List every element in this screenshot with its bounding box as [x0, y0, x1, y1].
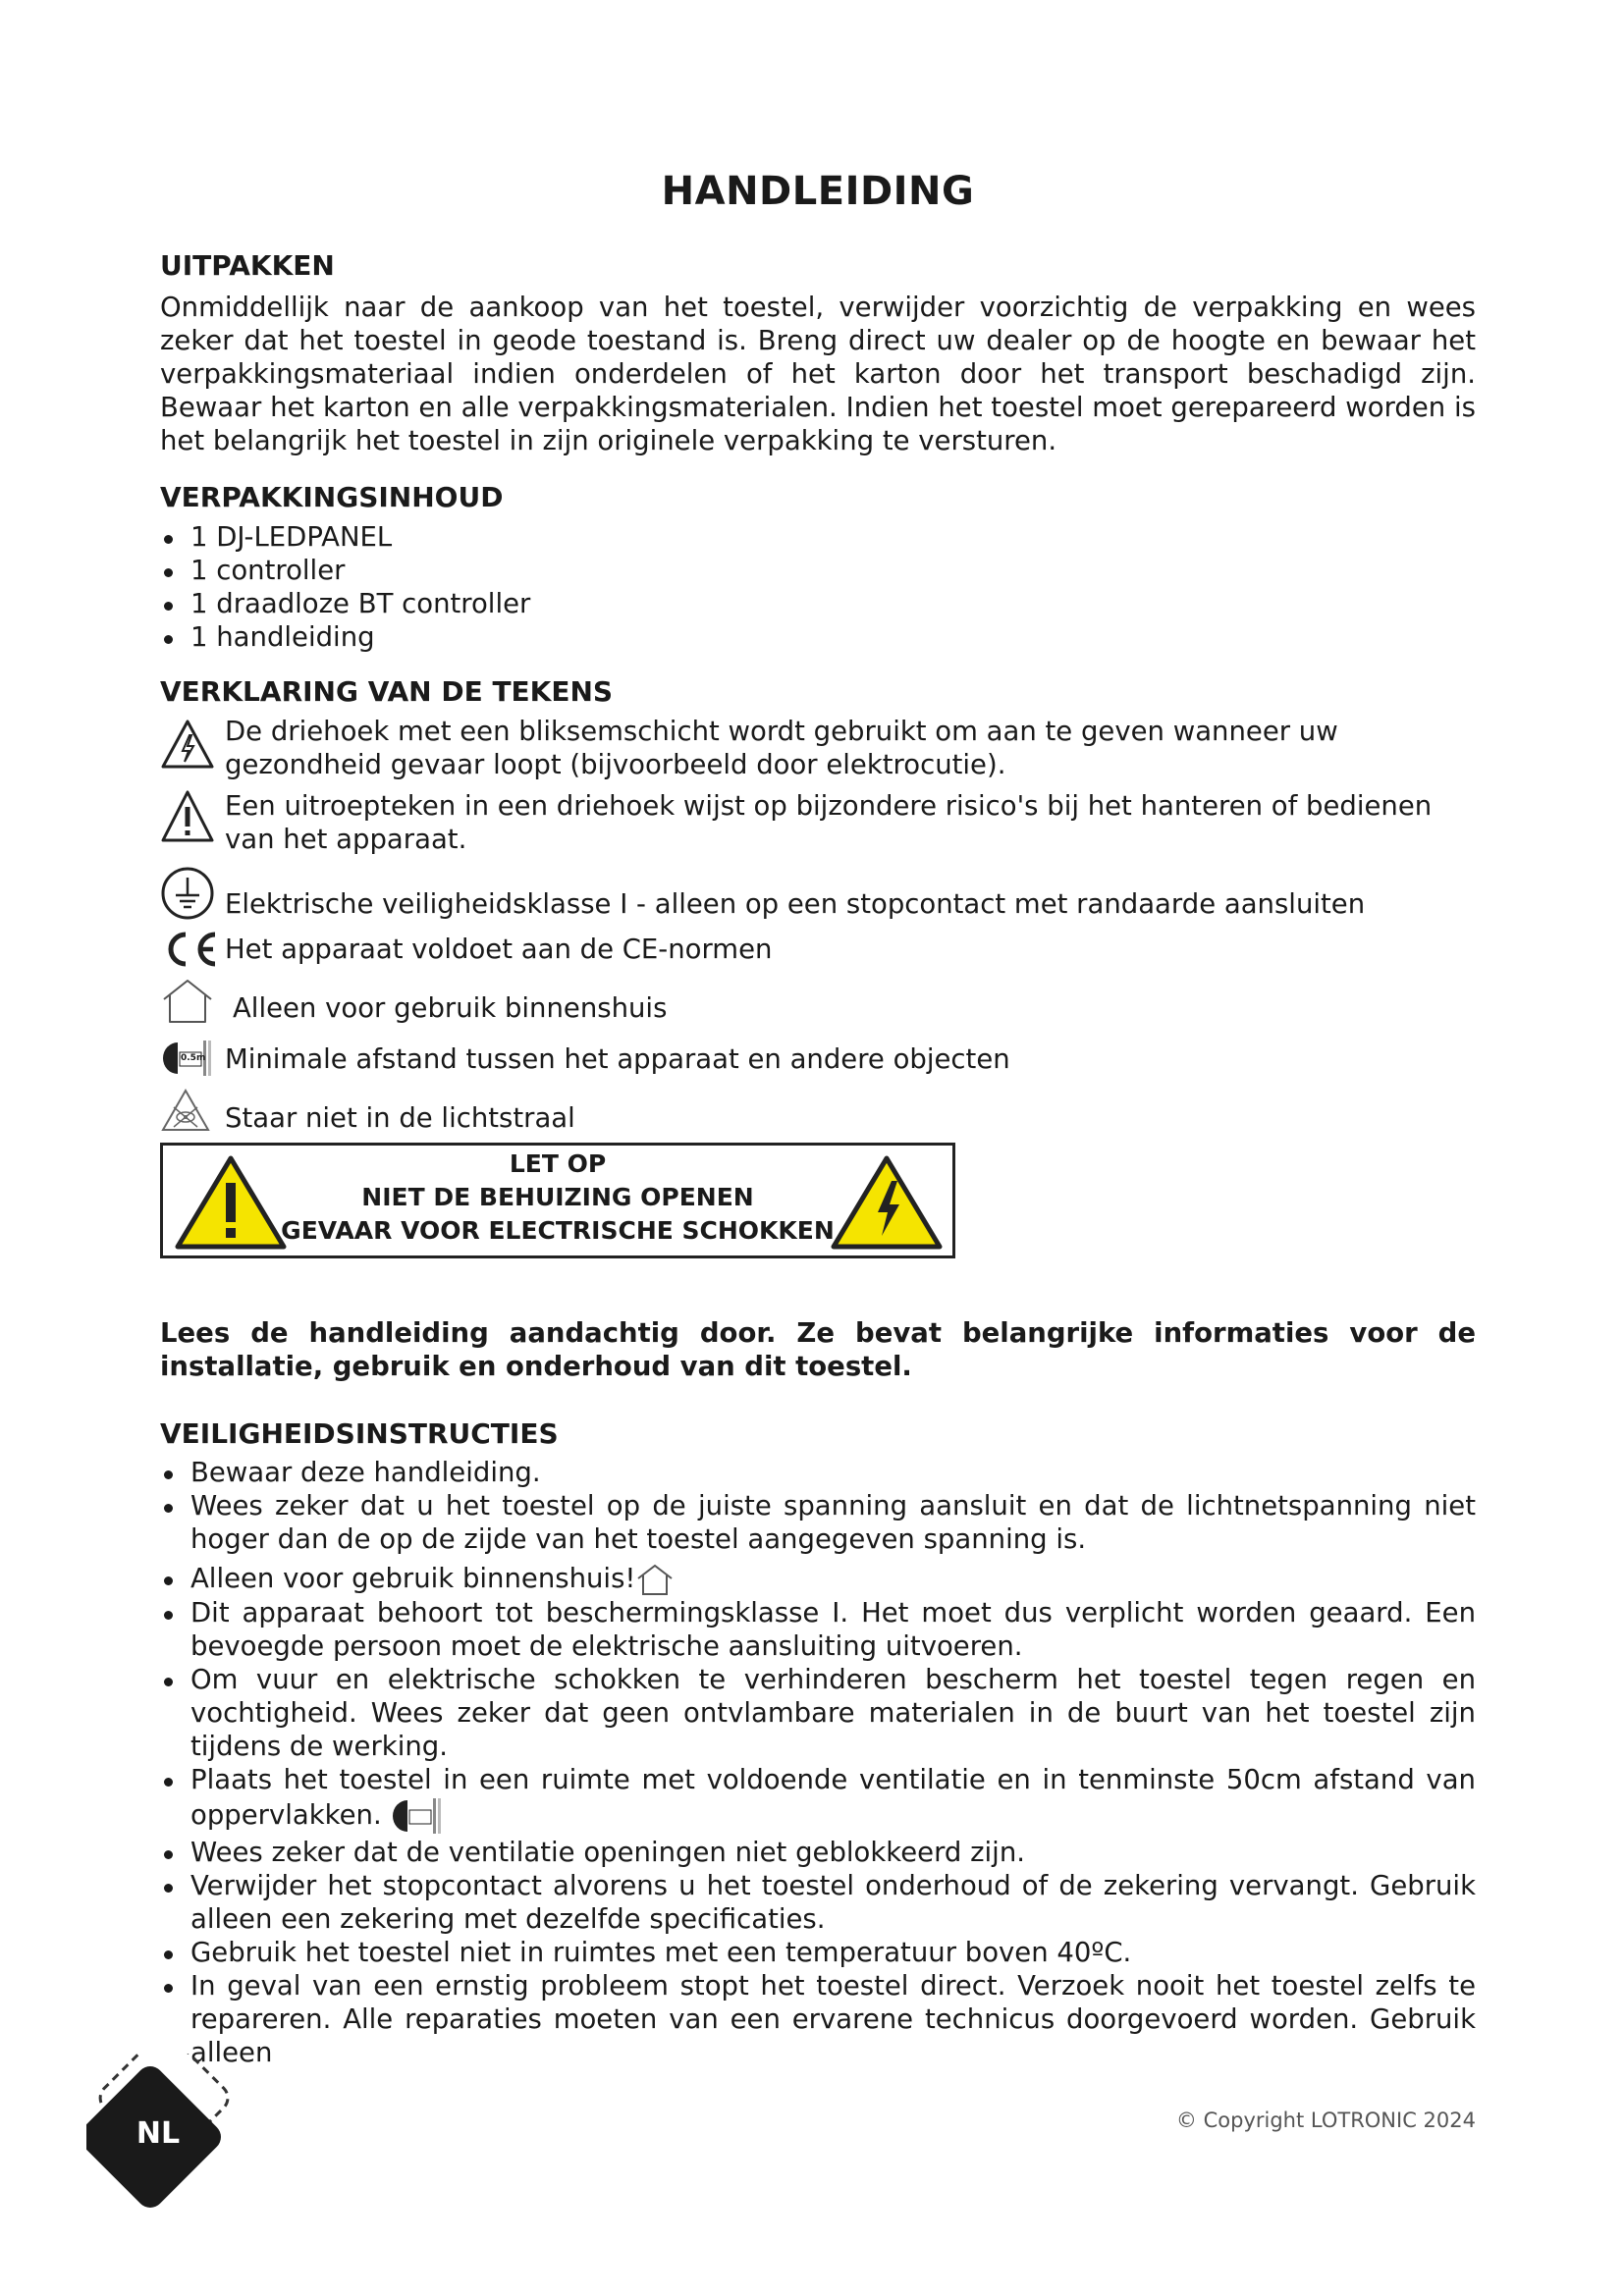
- lightning-triangle-icon: [160, 719, 215, 770]
- safety-list: [160, 1456, 1476, 2069]
- list-item: Dit apparaat behoort tot beschermingsklasse I. Het moet dus verplicht worden geaard. Een bevoegde persoon moet de elektrische aansluiting uitvoeren.: [160, 1596, 1476, 1663]
- warning-box: [160, 1143, 955, 1258]
- list-item: 1 handleiding: [160, 620, 1476, 654]
- language-code: NL: [135, 2116, 181, 2151]
- page-title: HANDLEIDING: [661, 169, 975, 214]
- symbol-text: Minimale afstand tussen het apparaat en andere objecten: [225, 1043, 1010, 1075]
- warning-line-2: NIET DE BEHUIZING OPENEN: [361, 1183, 754, 1211]
- copyright-text: © Copyright LOTRONIC 2024: [1175, 2109, 1476, 2132]
- section-heading-inhoud: VERPAKKINGSINHOUD: [160, 481, 504, 513]
- distance-icon-label: 0.5m: [181, 1053, 206, 1063]
- symbol-row-house: [160, 978, 1476, 1046]
- ce-mark-icon: [160, 931, 219, 968]
- read-manual-note: Lees de handleiding aandachtig door. Ze bevat belangrijke informaties voor de installatie, gebruik en onderhoud van dit toestel.: [160, 1317, 1476, 1382]
- distance-icon: [390, 1796, 445, 1836]
- list-item: Plaats het toestel in een ruimte met voldoende ventilatie en in tenminste 50cm afstand van oppervlakken.: [160, 1763, 1476, 1836]
- symbol-text: Elektrische veiligheidsklasse I - alleen op een stopcontact met randaarde aansluiten: [225, 888, 1366, 920]
- ground-icon: [160, 866, 215, 921]
- list-item: Wees zeker dat u het toestel op de juiste spanning aansluit en dat de lichtnetspanning niet hoger dan de op de zijde van het toestel aangegeven spanning is.: [160, 1489, 1476, 1556]
- list-item: 1 controller: [160, 554, 1476, 587]
- list-item: Wees zeker dat de ventilatie openingen niet geblokkeerd zijn.: [160, 1836, 1476, 1869]
- symbol-row-lightning: [160, 715, 1476, 783]
- house-icon: [160, 978, 215, 1025]
- list-item: Gebruik het toestel niet in ruimtes met een temperatuur boven 40ºC.: [160, 1936, 1476, 1969]
- list-item: 1 draadloze BT controller: [160, 587, 1476, 620]
- symbol-row-ground: [160, 864, 1476, 933]
- symbol-text: Alleen voor gebruik binnenshuis: [233, 992, 668, 1024]
- symbol-text: Het apparaat voldoet aan de CE-normen: [225, 934, 773, 965]
- list-item: In geval van een ernstig probleem stopt het toestel direct. Verzoek nooit het toestel zelfs te repareren. Alle reparaties moeten van een ervarene technicus doorgevoerd worden. Gebruik alleen: [160, 1969, 1476, 2069]
- house-icon: [635, 1563, 675, 1596]
- symbol-row-exclamation: [160, 789, 1476, 858]
- section-heading-veiligheid: VEILIGHEIDSINSTRUCTIES: [160, 1417, 559, 1450]
- contents-list: [160, 520, 1476, 654]
- warning-line-1: LET OP: [509, 1149, 607, 1178]
- uitpakken-text: Onmiddellijk naar de aankoop van het toestel, verwijder voorzichtig de verpakking en wees zeker dat het toestel in geode toestand is. Breng direct uw dealer op de hoogte en bewaar het verpakkingsmateriaal indien onderdelen of het karton door het transport beschadigd zijn. Bewaar het karton en alle verpakkingsmaterialen. Indien het toestel moet gerepareerd worden is het belangrijk het toestel in zijn originele verpakking te versturen.: [160, 292, 1476, 456]
- no-stare-icon: [160, 1088, 211, 1133]
- section-heading-uitpakken: UITPAKKEN: [160, 249, 335, 282]
- warning-line-3: GEVAAR VOOR ELECTRISCHE SCHOKKEN: [281, 1216, 835, 1245]
- symbol-text: Een uitroepteken in een driehoek wijst op bijzondere risico's bij het hanteren of bedienen van het apparaat.: [225, 790, 1433, 855]
- exclamation-triangle-icon: [160, 789, 215, 844]
- list-item: Alleen voor gebruik binnenshuis!: [160, 1562, 1476, 1596]
- symbol-text: Staar niet in de lichtstraal: [225, 1102, 575, 1134]
- list-item: Om vuur en elektrische schokken te verhinderen bescherm het toestel tegen regen en vochtigheid. Wees zeker dat geen ontvlambare materialen in de buurt van het toestel zijn tijdens de werking.: [160, 1663, 1476, 1763]
- list-item: 1 DJ-LEDPANEL: [160, 520, 1476, 554]
- section-heading-tekens: VERKLARING VAN DE TEKENS: [160, 675, 614, 708]
- symbol-text: De driehoek met een bliksemschicht wordt gebruikt om aan te geven wanneer uw gezondheid gevaar loopt (bijvoorbeeld door elektrocutie).: [225, 716, 1338, 780]
- list-item: Verwijder het stopcontact alvorens u het toestel onderhoud of de zekering vervangt. Gebruik alleen een zekering met dezelfde specificaties.: [160, 1869, 1476, 1936]
- list-item: Bewaar deze handleiding.: [160, 1456, 1476, 1489]
